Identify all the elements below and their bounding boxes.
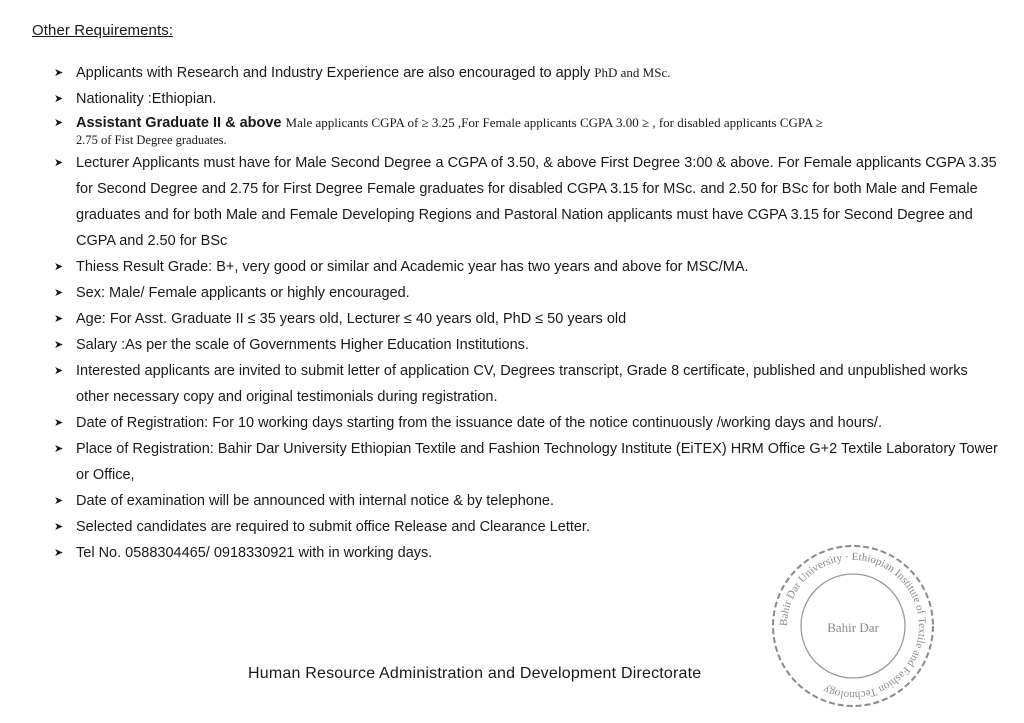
list-item: [52, 86, 1004, 112]
arrow-bullet-icon: ➤: [54, 521, 64, 533]
list-item-text: Nationality :Ethiopian.: [76, 91, 217, 107]
list-item: [52, 150, 1004, 254]
list-item-text: Thiess Result Grade: B+, very good or similar and Academic year has two years and above for MSC/MA.: [76, 259, 749, 275]
arrow-bullet-icon: ➤: [54, 339, 64, 351]
stamp-ring-text: Bahir Dar University · Ethiopian Institute of Textile and Fashion Technology: [777, 550, 929, 702]
arrow-bullet-icon: ➤: [54, 313, 64, 325]
official-stamp: [764, 540, 942, 712]
list-item: [52, 112, 1004, 146]
list-item-text: Applicants with Research and Industry Experience are also encouraged to apply: [76, 65, 595, 81]
list-item-serif-text-line2: 2.75 of Fist Degree graduates.: [76, 133, 227, 147]
list-item-text: Sex: Male/ Female applicants or highly encouraged.: [76, 285, 410, 301]
arrow-bullet-icon: ➤: [54, 495, 64, 507]
list-item-text: Tel No. 0588304465/ 0918330921 with in working days.: [76, 545, 433, 561]
list-item: [52, 306, 1004, 332]
arrow-bullet-icon: ➤: [54, 67, 64, 79]
list-item: [52, 514, 1004, 540]
section-heading: Other Requirements:: [32, 22, 174, 39]
list-item-text: Date of Registration: For 10 working days starting from the issuance date of the notice continuously /working days and hours/.: [76, 415, 882, 431]
list-item: [52, 60, 1004, 86]
list-item: [52, 410, 1004, 436]
list-item: [52, 436, 1004, 488]
list-item-text: Place of Registration: Bahir Dar University Ethiopian Textile and Fashion Technology Institute (EiTEX) HRM Office G+2 Textile Laboratory Tower or Office,: [76, 441, 998, 483]
list-item-text: Interested applicants are invited to submit letter of application CV, Degrees transcript, Grade 8 certificate, published and unpublished works other necessary copy and original testimonials during registration.: [76, 363, 968, 405]
list-item-text: Salary :As per the scale of Governments Higher Education Institutions.: [76, 337, 529, 353]
arrow-bullet-icon: ➤: [54, 157, 64, 169]
stamp-center-text: Bahir Dar: [827, 620, 879, 635]
list-item-lead-text: Assistant Graduate II & above: [76, 115, 286, 131]
signature-line: Human Resource Administration and Development Directorate: [248, 665, 702, 682]
arrow-bullet-icon: ➤: [54, 261, 64, 273]
list-item: [52, 332, 1004, 358]
list-item-text: Lecturer Applicants must have for Male Second Degree a CGPA of 3.50, & above First Degree 3:00 & above. For Female applicants CGPA 3.35 for Second Degree and 2.75 for First Degree Female graduates for disabled CGPA 3.15 for MSc. and 2.50 for BSc for both Male and Female graduates and for both Male and Female Developing Regions and Pastoral Nation applicants must have CGPA 3.15 for Second Degree and CGPA and 2.50 for BSc: [76, 155, 997, 249]
list-item: [52, 358, 1004, 410]
arrow-bullet-icon: ➤: [54, 547, 64, 559]
arrow-bullet-icon: ➤: [54, 443, 64, 455]
list-item-text: Date of examination will be announced with internal notice & by telephone.: [76, 493, 554, 509]
list-item-serif-text: PhD and MSc.: [594, 65, 671, 80]
list-item-text: Age: For Asst. Graduate II ≤ 35 years old, Lecturer ≤ 40 years old, PhD ≤ 50 years old: [76, 311, 627, 327]
list-item: [52, 488, 1004, 514]
arrow-bullet-icon: ➤: [54, 93, 64, 105]
list-item-text: Selected candidates are required to submit office Release and Clearance Letter.: [76, 519, 590, 535]
list-item: [52, 280, 1004, 306]
list-item: [52, 254, 1004, 280]
arrow-bullet-icon: ➤: [54, 287, 64, 299]
arrow-bullet-icon: ➤: [54, 365, 64, 377]
requirements-list: [52, 60, 1004, 566]
list-item-serif-text: Male applicants CGPA of ≥ 3.25 ,For Female applicants CGPA 3.00 ≥ , for disabled applicants CGPA ≥: [285, 115, 823, 130]
arrow-bullet-icon: ➤: [54, 117, 64, 129]
arrow-bullet-icon: ➤: [54, 417, 64, 429]
